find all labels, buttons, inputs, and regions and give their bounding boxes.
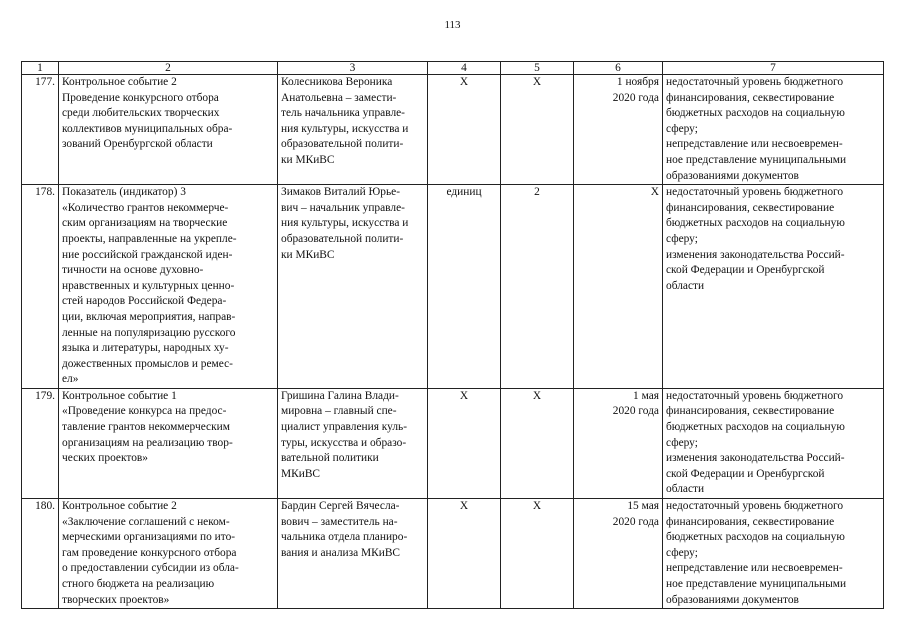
- cell-text-line: ской Федерации и Оренбургской: [666, 264, 825, 277]
- cell-text-line: Проведение конкурсного отбора: [62, 91, 219, 104]
- cell-text-line: ции, включая мероприятия, направ-: [62, 310, 236, 323]
- cell-text-line: мерческими организациями по ито-: [62, 531, 236, 544]
- cell-text-line: Бардин Сергей Вячесла-: [281, 500, 400, 513]
- cell-text-line: стного бюджета на реализацию: [62, 578, 215, 590]
- table-row: [22, 499, 884, 609]
- cell-text-line: сферу;: [666, 232, 698, 245]
- header-row: [22, 62, 884, 75]
- cell-text-line: тавление грантов некоммерческим: [62, 421, 230, 434]
- cell-text-line: изменения законодательства Россий-: [666, 248, 845, 261]
- unit-cell: Х: [428, 75, 501, 185]
- unit-cell: Х: [428, 499, 501, 609]
- table-row: [22, 185, 884, 389]
- cell-text-line: стей народов Российской Федера-: [62, 295, 227, 308]
- cell-text-line: среди любительских творческих: [62, 107, 220, 120]
- cell-text-line: о предоставлении субсидии из обла-: [62, 562, 239, 575]
- cell-text-line: Х: [650, 186, 659, 199]
- cell-text-line: мировна – главный спе-: [281, 405, 397, 418]
- cell-text-line: ние российской гражданской иден-: [62, 248, 233, 261]
- value-cell: Х: [501, 388, 574, 498]
- cell-text-line: циалист управления куль-: [281, 421, 408, 434]
- cell-text-line: Зимаков Виталий Юрье-: [281, 186, 401, 199]
- cell-text-line: сферу;: [666, 436, 698, 449]
- description-cell: [59, 185, 278, 389]
- cell-text-line: образовательной полити-: [281, 138, 404, 151]
- cell-text-line: недостаточный уровень бюджетного: [666, 186, 844, 199]
- description-cell: [59, 75, 278, 185]
- responsible-cell: [278, 185, 428, 389]
- cell-text-line: финансирования, секвестирование: [666, 91, 835, 104]
- deadline-cell: [574, 185, 663, 389]
- cell-text-line: творческих проектов»: [62, 593, 170, 606]
- value-cell: 2: [501, 185, 574, 389]
- cell-text-line: ное представление муниципальными: [666, 578, 847, 590]
- cell-text-line: ленные на популяризацию русского: [62, 326, 236, 339]
- cell-text-line: финансирования, секвестирование: [666, 201, 835, 214]
- cell-text-line: Контрольное событие 1: [62, 389, 177, 402]
- cell-text-line: недостаточный уровень бюджетного: [666, 389, 844, 402]
- cell-text-line: зований Оренбургской области: [62, 138, 213, 151]
- col-header: 6: [574, 62, 663, 75]
- cell-text-line: недостаточный уровень бюджетного: [666, 76, 844, 88]
- cell-text-line: ческих проектов»: [62, 452, 148, 465]
- value-cell: Х: [501, 499, 574, 609]
- page-number: 113: [444, 19, 461, 31]
- cell-text-line: ния культуры, искусства и: [281, 122, 409, 135]
- responsible-cell: [278, 499, 428, 609]
- cell-text-line: ния культуры, искусства и: [281, 217, 409, 230]
- deadline-cell: [574, 75, 663, 185]
- cell-text-line: образованиями документов: [666, 169, 799, 182]
- cell-text-line: 1 мая: [633, 389, 659, 402]
- cell-text-line: чальника отдела планиро-: [281, 531, 408, 544]
- cell-text-line: тичности на основе духовно-: [62, 264, 204, 277]
- cell-text-line: изменения законодательства Россий-: [666, 452, 845, 465]
- cell-text-line: «Проведение конкурса на предос-: [62, 405, 227, 418]
- cell-text-line: вич – начальник управле-: [281, 201, 405, 214]
- risks-cell: [663, 185, 884, 389]
- cell-text-line: Контрольное событие 2: [62, 500, 177, 513]
- cell-text-line: образовательной полити-: [281, 232, 404, 245]
- cell-text-line: ской Федерации и Оренбургской: [666, 467, 825, 480]
- cell-text-line: 2020 года: [612, 405, 659, 418]
- cell-text-line: дожественных промыслов и ремес-: [62, 357, 233, 370]
- cell-text-line: ским организациям на творческие: [62, 217, 228, 230]
- cell-text-line: области: [666, 483, 705, 496]
- responsible-cell: [278, 388, 428, 498]
- cell-text-line: сферу;: [666, 546, 698, 559]
- cell-text-line: Колесникова Вероника: [281, 76, 393, 88]
- col-header: 3: [278, 62, 428, 75]
- cell-text-line: Гришина Галина Влади-: [281, 389, 399, 402]
- deadline-cell: [574, 499, 663, 609]
- cell-text-line: проекты, направленные на укрепле-: [62, 232, 237, 245]
- cell-text-line: финансирования, секвестирование: [666, 405, 835, 418]
- risks-cell: [663, 75, 884, 185]
- unit-cell: единиц: [428, 185, 501, 389]
- cell-text-line: 2020 года: [612, 515, 659, 528]
- risks-cell: [663, 499, 884, 609]
- col-header: 5: [501, 62, 574, 75]
- cell-text-line: «Количество грантов некоммерче-: [62, 201, 229, 214]
- cell-text-line: образованиями документов: [666, 593, 799, 606]
- table-body: [22, 75, 884, 609]
- responsible-cell: [278, 75, 428, 185]
- deadline-cell: [574, 388, 663, 498]
- col-header: 2: [59, 62, 278, 75]
- cell-text-line: туры, искусства и образо-: [281, 436, 407, 449]
- cell-text-line: 2020 года: [612, 91, 659, 104]
- cell-text-line: недостаточный уровень бюджетного: [666, 500, 844, 513]
- row-number-cell: 177.: [22, 75, 59, 185]
- value-cell: Х: [501, 75, 574, 185]
- cell-text-line: области: [666, 279, 705, 292]
- cell-text-line: ки МКиВС: [281, 248, 335, 261]
- description-cell: [59, 499, 278, 609]
- risks-cell: [663, 388, 884, 498]
- cell-text-line: 15 мая: [627, 500, 659, 513]
- cell-text-line: языка и литературы, народных ху-: [62, 342, 229, 355]
- cell-text-line: 1 ноября: [616, 76, 659, 88]
- plan-table: [21, 61, 884, 609]
- cell-text-line: сферу;: [666, 122, 698, 135]
- row-number-cell: 179.: [22, 388, 59, 498]
- cell-text-line: нравственных и культурных ценно-: [62, 279, 235, 292]
- table-row: [22, 75, 884, 185]
- cell-text-line: организациям на реализацию твор-: [62, 436, 233, 449]
- cell-text-line: вович – заместитель на-: [281, 515, 398, 528]
- cell-text-line: ки МКиВС: [281, 153, 335, 166]
- col-header: 1: [22, 62, 59, 75]
- cell-text-line: непредставление или несвоевремен-: [666, 562, 843, 575]
- cell-text-line: Показатель (индикатор) 3: [62, 186, 186, 199]
- cell-text-line: бюджетных расходов на социальную: [666, 107, 845, 120]
- cell-text-line: коллективов муниципальных обра-: [62, 122, 233, 135]
- cell-text-line: ел»: [62, 373, 79, 386]
- cell-text-line: бюджетных расходов на социальную: [666, 217, 845, 230]
- cell-text-line: непредставление или несвоевремен-: [666, 138, 843, 151]
- row-number-cell: 178.: [22, 185, 59, 389]
- cell-text-line: бюджетных расходов на социальную: [666, 531, 845, 544]
- table-row: [22, 388, 884, 498]
- col-header: 7: [663, 62, 884, 75]
- row-number-cell: 180.: [22, 499, 59, 609]
- description-cell: [59, 388, 278, 498]
- cell-text-line: «Заключение соглашений с неком-: [62, 515, 230, 528]
- cell-text-line: ное представление муниципальными: [666, 153, 847, 166]
- col-header: 4: [428, 62, 501, 75]
- cell-text-line: МКиВС: [281, 467, 321, 480]
- cell-text-line: тель начальника управле-: [281, 107, 405, 120]
- cell-text-line: Контрольное событие 2: [62, 76, 177, 88]
- cell-text-line: вательной политики: [281, 452, 379, 465]
- unit-cell: Х: [428, 388, 501, 498]
- cell-text-line: вания и анализа МКиВС: [281, 546, 401, 559]
- cell-text-line: Анатольевна – замести-: [281, 91, 397, 104]
- cell-text-line: бюджетных расходов на социальную: [666, 421, 845, 434]
- cell-text-line: гам проведение конкурсного отбора: [62, 546, 237, 559]
- cell-text-line: финансирования, секвестирование: [666, 515, 835, 528]
